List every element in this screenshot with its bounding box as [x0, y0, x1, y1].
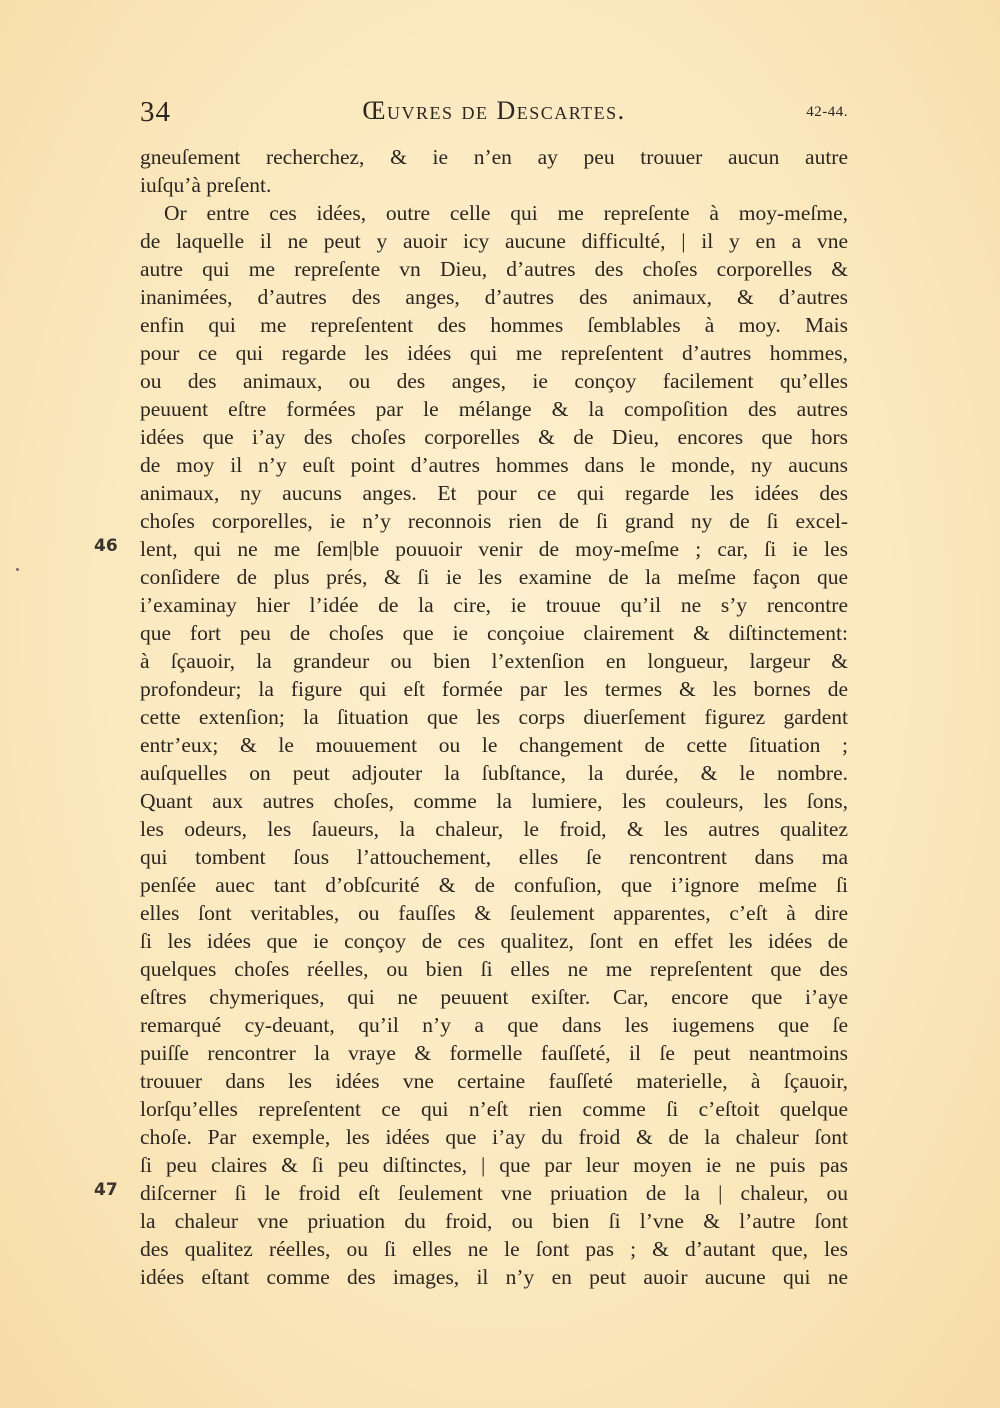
text-line: animaux, ny aucuns anges. Et pour ce qui regarde les idées des [140, 481, 848, 505]
text-line: auſquelles on peut adjouter la ſubſtance, la durée, & le nombre. [140, 761, 848, 785]
text-line: les odeurs, les ſaueurs, la chaleur, le froid, & les autres qualitez [140, 817, 848, 841]
margin-number-46: 46 [94, 536, 118, 556]
text-line: de moy il n’y euſt point d’autres hommes dans le monde, ny aucuns [140, 453, 848, 477]
page-number: 34 [140, 96, 171, 128]
text-line: iuſqu’à preſent. [140, 173, 272, 197]
text-line: lorſqu’elles repreſentent ce qui n’eſt rien comme ſi c’eſtoit quelque [140, 1097, 848, 1121]
text-line: trouuer dans les idées vne certaine fauſſeté materielle, à ſçauoir, [140, 1069, 848, 1093]
text-line: ou des animaux, ou des anges, ie conçoy facilement qu’elles [140, 369, 848, 393]
text-line: des qualitez réelles, ou ſi elles ne le ſont pas ; & d’autant que, les [140, 1237, 848, 1261]
text-line: que fort peu de choſes que ie conçoiue clairement & diſtinctement: [140, 621, 848, 645]
text-line: enfin qui me repreſentent des hommes ſemblables à moy. Mais [140, 313, 848, 337]
text-line: autre qui me repreſente vn Dieu, d’autres des choſes corporelles & [140, 257, 848, 281]
text-line: ſi peu claires & ſi peu diſtinctes, | que par leur moyen ie ne puis pas [140, 1153, 848, 1177]
text-line: lent, qui ne me ſem|ble pouuoir venir de moy-meſme ; car, ſi ie les [140, 537, 848, 561]
body-text [140, 143, 848, 1291]
text-line: à ſçauoir, la grandeur ou bien l’extenſion en longueur, largeur & [140, 649, 848, 673]
text-line: choſes corporelles, ie n’y reconnois rien de ſi grand ny de ſi excel- [140, 509, 848, 533]
page-header [140, 96, 848, 136]
text-line: elles ſont veritables, ou fauſſes & ſeulement apparentes, c’eſt à dire [140, 901, 848, 925]
text-line: gneuſement recherchez, & ie n’en ay peu trouuer aucun autre [140, 145, 848, 169]
text-line: idées eſtant comme des images, il n’y en peut auoir aucune qui ne [140, 1265, 848, 1289]
text-line: peuuent eſtre formées par le mélange & la compoſition des autres [140, 397, 848, 421]
text-line: eſtres chymeriques, qui ne peuuent exiſter. Car, encore que i’aye [140, 985, 848, 1009]
text-line: puiſſe rencontrer la vraye & formelle fauſſeté, il ſe peut neantmoins [140, 1041, 848, 1065]
margin-number-47: 47 [94, 1180, 118, 1200]
text-line: i’examinay hier l’idée de la cire, ie trouue qu’il ne s’y rencontre [140, 593, 848, 617]
text-line: la chaleur vne priuation du froid, ou bien ſi l’vne & l’autre ſont [140, 1209, 848, 1233]
text-line: remarqué cy-deuant, qu’il n’y a que dans les iugemens que ſe [140, 1013, 848, 1037]
text-line: quelques choſes réelles, ou bien ſi elles ne me repreſentent que des [140, 957, 848, 981]
text-line: profondeur; la figure qui eſt formée par les termes & les bornes de [140, 677, 848, 701]
text-line: idées que i’ay des choſes corporelles & de Dieu, encores que hors [140, 425, 848, 449]
text-line: ſi les idées que ie conçoy de ces qualitez, ſont en effet les idées de [140, 929, 848, 953]
text-line: conſidere de plus prés, & ſi ie les examine de la meſme façon que [140, 565, 848, 589]
text-line: pour ce qui regarde les idées qui me repreſentent d’autres hommes, [140, 341, 848, 365]
text-line: cette extenſion; la ſituation que les corps diuerſement figurez gardent [140, 705, 848, 729]
page-range: 42-44. [806, 104, 848, 120]
text-line: de laquelle il ne peut y auoir icy aucune difficulté, | il y en a vne [140, 229, 848, 253]
text-line: Quant aux autres choſes, comme la lumiere, les couleurs, les ſons, [140, 789, 848, 813]
text-line: choſe. Par exemple, les idées que i’ay du froid & de la chaleur ſont [140, 1125, 848, 1149]
text-line: entr’eux; & le mouuement ou le changement de cette ſituation ; [140, 733, 848, 757]
text-line: qui tombent ſous l’attouchement, elles ſe rencontrent dans ma [140, 845, 848, 869]
margin-mark [16, 568, 19, 571]
text-line: Or entre ces idées, outre celle qui me repreſente à moy-meſme, [164, 201, 848, 225]
text-line: inanimées, d’autres des anges, d’autres des animaux, & d’autres [140, 285, 848, 309]
text-line: penſée auec tant d’obſcurité & de confuſion, que i’ignore meſme ſi [140, 873, 848, 897]
running-title: Œuvres de Descartes. [362, 96, 626, 125]
text-line: diſcerner ſi le froid eſt ſeulement vne priuation de la | chaleur, ou [140, 1181, 848, 1205]
